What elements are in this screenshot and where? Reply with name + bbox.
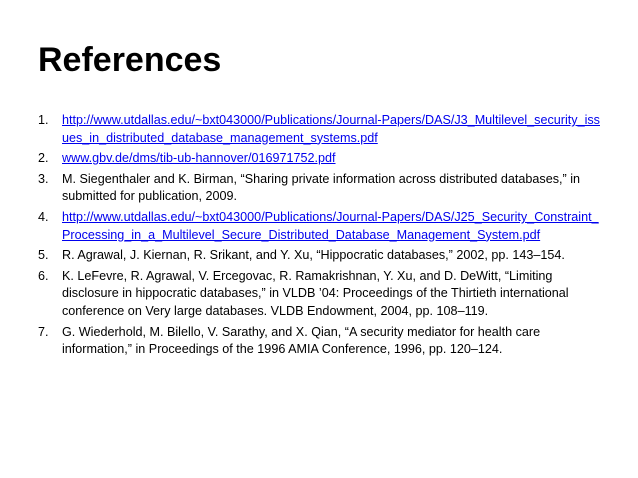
reference-item — [38, 209, 600, 244]
reference-text: R. Agrawal, J. Kiernan, R. Srikant, and Y. Xu, “Hippocratic databases,” 2002, pp. 143–154. — [62, 248, 565, 263]
reference-link[interactable]: http://www.utdallas.edu/~bxt043000/Publications/Journal-Papers/DAS/J25_Security_Constraint_Processing_in_a_Multilevel_Secure_Distributed_Database_Management_System.pdf — [62, 209, 599, 242]
reference-item — [38, 112, 600, 147]
reference-item — [38, 171, 600, 206]
reference-item — [38, 150, 600, 168]
reference-item — [38, 247, 600, 265]
page-title: References — [38, 41, 222, 79]
reference-number: 6. — [38, 268, 49, 283]
reference-number: 5. — [38, 248, 49, 263]
reference-text: G. Wiederhold, M. Bilello, V. Sarathy, and X. Qian, “A security mediator for health care information,” in Proceedings of the 1996 AMIA Conference, 1996, pp. 120–124. — [62, 324, 541, 357]
reference-number: 3. — [38, 171, 49, 186]
reference-item — [38, 268, 600, 321]
reference-link[interactable]: http://www.utdallas.edu/~bxt043000/Publications/Journal-Papers/DAS/J3_Multilevel_security_issues_in_distributed_database_management_systems.pdf — [62, 113, 600, 145]
reference-text: M. Siegenthaler and K. Birman, “Sharing private information across distributed databases,” in submitted for publication, 2009. — [62, 171, 581, 204]
reference-link[interactable]: www.gbv.de/dms/tib-ub-hannover/016971752.pdf — [62, 151, 336, 166]
reference-number: 2. — [38, 151, 49, 166]
reference-list — [38, 112, 600, 362]
reference-number: 4. — [38, 209, 49, 224]
reference-item — [38, 324, 600, 359]
reference-number: 1. — [38, 113, 49, 127]
reference-text: K. LeFevre, R. Agrawal, V. Ercegovac, R. Ramakrishnan, Y. Xu, and D. DeWitt, “Limiting disclosure in hippocratic databases,” in VLDB ’04: Proceedings of the Thirtieth international conference on Very large databases. VLDB Endowment, 2004, pp. 108–119. — [62, 268, 569, 318]
reference-number: 7. — [38, 324, 49, 339]
